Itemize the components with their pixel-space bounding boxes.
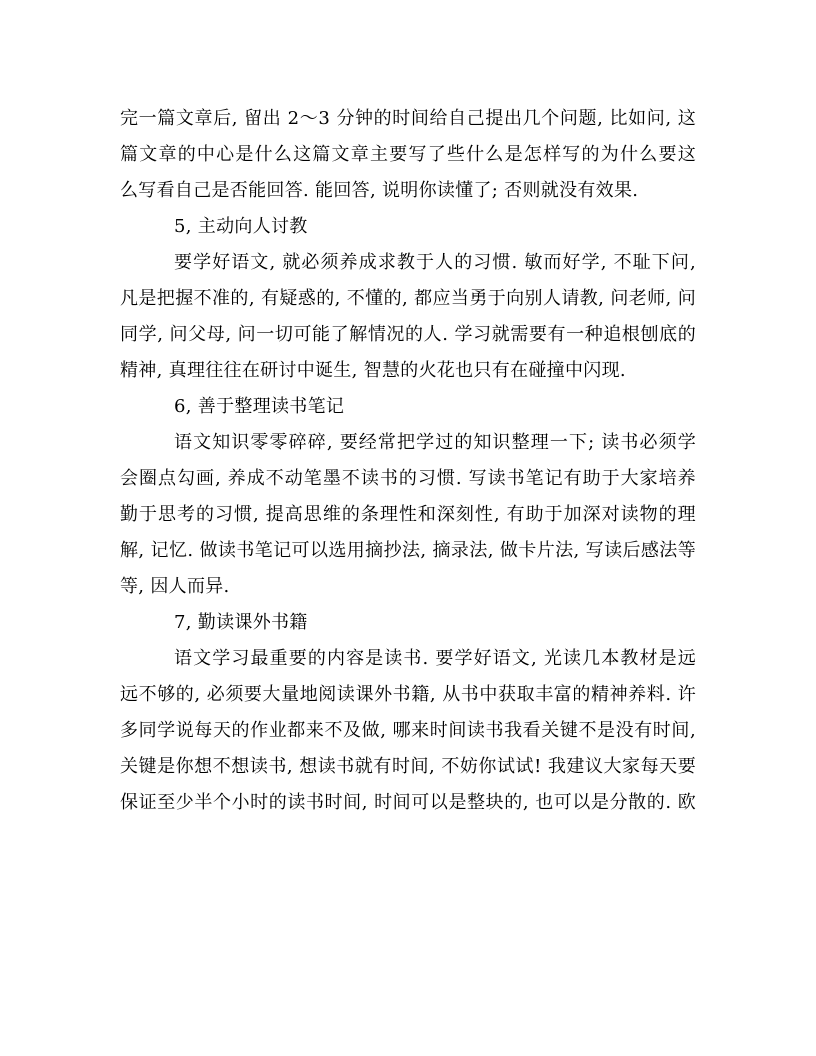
text-line: 解, 记忆. 做读书笔记可以选用摘抄法, 摘录法, 做卡片法, 写读后感法等 xyxy=(120,540,696,561)
text-line: 要学好语文, 就必须养成求教于人的习惯. 敏而好学, 不耻下问, xyxy=(174,252,696,273)
text-line: 远不够的, 必须要大量地阅读课外书籍, 从书中获取丰富的精神养料. 许 xyxy=(120,684,696,705)
text-line: 精神, 真理往往在研讨中诞生, 智慧的火花也只有在碰撞中闪现. xyxy=(120,360,626,381)
document-body xyxy=(120,101,696,821)
text-line: 会圈点勾画, 养成不动笔墨不读书的习惯. 写读书笔记有助于大家培养 xyxy=(120,468,696,489)
text-line: 等, 因人而异. xyxy=(120,576,230,597)
text-line: 语文知识零零碎碎, 要经常把学过的知识整理一下; 读书必须学 xyxy=(174,432,696,453)
text-line: 同学, 问父母, 问一切可能了解情况的人. 学习就需要有一种追根刨底的 xyxy=(120,324,696,345)
text-line: 多同学说每天的作业都来不及做, 哪来时间读书我看关键不是没有时间, xyxy=(120,720,696,741)
section-heading: 7, 勤读课外书籍 xyxy=(174,612,308,633)
text-line: 关键是你想不想读书, 想读书就有时间, 不妨你试试! 我建议大家每天要 xyxy=(120,756,696,777)
text-line: 语文学习最重要的内容是读书. 要学好语文, 光读几本教材是远 xyxy=(174,648,696,669)
text-line: 篇文章的中心是什么这篇文章主要写了些什么是怎样写的为什么要这 xyxy=(120,144,696,165)
section-heading: 6, 善于整理读书笔记 xyxy=(174,396,345,417)
text-line: 么写看自己是否能回答. 能回答, 说明你读懂了; 否则就没有效果. xyxy=(120,180,639,201)
text-line: 保证至少半个小时的读书时间, 时间可以是整块的, 也可以是分散的. 欧 xyxy=(120,792,696,813)
text-line: 凡是把握不准的, 有疑惑的, 不懂的, 都应当勇于向别人请教, 问老师, 问 xyxy=(120,288,696,309)
text-line: 完一篇文章后, 留出 2～3 分钟的时间给自己提出几个问题, 比如问, 这 xyxy=(120,108,696,129)
section-heading: 5, 主动向人讨教 xyxy=(174,216,308,237)
text-line: 勤于思考的习惯, 提高思维的条理性和深刻性, 有助于加深对读物的理 xyxy=(120,504,696,525)
